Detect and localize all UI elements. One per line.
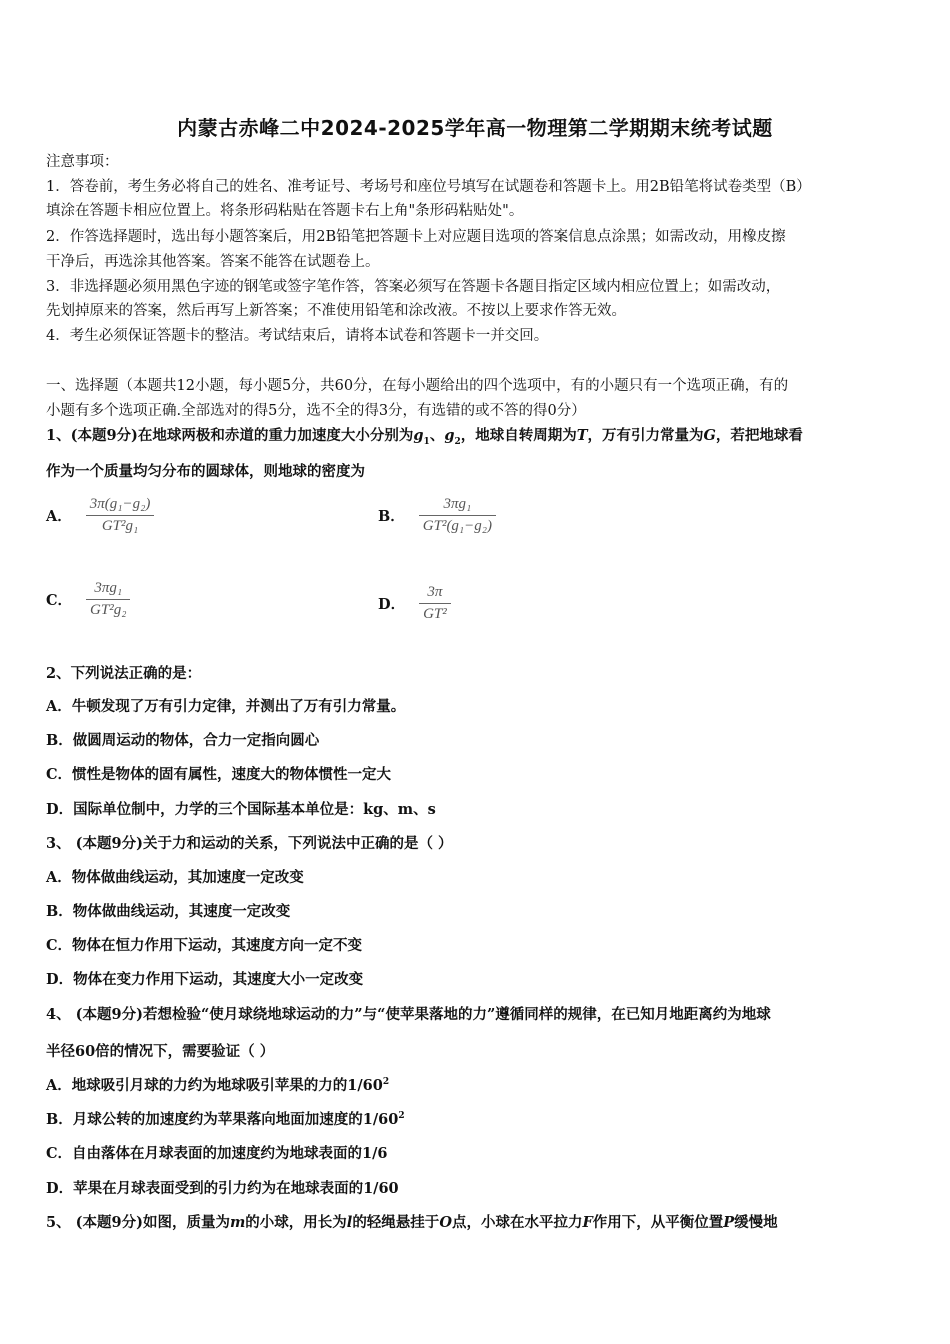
formula: $\frac{\text{3πg₁}}{\text{GT²(g₁−g₂)}}$ [419,496,496,535]
notice-line: 干净后，再选涂其他答案。答案不能答在试题卷上。 [46,254,380,270]
notice-heading: 注意事项： [46,154,119,170]
notice-line: 3．非选择题必须用黑色字迹的钢笔或签字笔作答，答案必须写在答题卡各题目指定区域内相应位置上；如需改动， [46,279,781,295]
question-1-stem-cont: 作为一个质量均匀分布的圆球体，则地球的密度为 [46,463,365,480]
question-4-option-c: C．自由落体在月球表面的加速度约为地球表面的1/6 [46,1145,388,1162]
question-1-option-a: A． $\frac{\text{3π(g₁−g₂)}}{\text{GT²g₁}}$ [46,496,154,535]
question-3-option-a: A．物体做曲线运动，其加速度一定改变 [46,869,304,886]
question-2-option-c: C．惯性是物体的固有属性，速度大的物体惯性一定大 [46,766,392,783]
question-2-option-d: D．国际单位制中，力学的三个国际基本单位是：kg、m、s [46,801,436,818]
notice-line: 先划掉原来的答案，然后再写上新答案；不准使用铅笔和涂改液。不按以上要求作答无效。 [46,303,626,319]
section-heading: 一、选择题（本题共12小题，每小题5分，共60分，在每小题给出的四个选项中，有的小题只有一个选项正确，有的 [46,378,789,394]
question-2-option-a: A．牛顿发现了万有引力定律，并测出了万有引力常量。 [46,698,406,715]
page-title: 内蒙古赤峰二中2024-2025学年高一物理第二学期期末统考试题 [177,116,773,140]
formula: $\frac{3\pi}{\text{GT²}}$ [419,584,451,623]
question-3-option-c: C．物体在恒力作用下运动，其速度方向一定不变 [46,937,363,954]
question-4-option-a: A．地球吸引月球的力约为地球吸引苹果的力的$1/60^2$ [46,1077,390,1094]
question-2-stem: 2、下列说法正确的是： [46,665,202,682]
question-4-option-d: D．苹果在月球表面受到的引力约为在地球表面的1/60 [46,1180,399,1197]
question-5-stem: 5、 (本题9分)如图，质量为m的小球，用长为l的轻绳悬挂于O点，小球在水平拉力F作用下，从平衡位置P缓慢地 [46,1214,778,1231]
question-4-stem: 4、 (本题9分)若想检验“使月球绕地球运动的力”与“使苹果落地的力”遵循同样的规律，在已知月地距离约为地球 [46,1006,771,1023]
section-heading-cont: 小题有多个选项正确.全部选对的得5分，选不全的得3分，有选错的或不答的得0分） [46,403,586,419]
question-1-option-d: D． $\frac{3\pi}{\text{GT²}}$ [378,584,451,623]
formula: $\frac{\text{3πg₁}}{\text{GT²g₂}}$ [86,580,130,619]
notice-line: 填涂在答题卡相应位置上。将条形码粘贴在答题卡右上角"条形码粘贴处"。 [46,203,524,219]
notice-line: 1．答卷前，考生务必将自己的姓名、准考证号、考场号和座位号填写在试题卷和答题卡上。用2B铅笔将试卷类型（B） [46,179,811,195]
question-1-option-c: C． $\frac{\text{3πg₁}}{\text{GT²g₂}}$ [46,580,130,619]
question-1-stem: 1、(本题9分)在地球两极和赤道的重力加速度大小分别为$g_1$、$g_2$，地球自转周期为T，万有引力常量为G，若把地球看 [46,427,803,447]
question-1-option-b: B． $\frac{\text{3πg₁}}{\text{GT²(g₁−g₂)}}$ [378,496,496,535]
question-4-stem-cont: 半径60倍的情况下，需要验证（ ） [46,1043,275,1060]
question-3-option-d: D．物体在变力作用下运动，其速度大小一定改变 [46,971,364,988]
question-3-option-b: B．物体做曲线运动，其速度一定改变 [46,903,291,920]
notice-line: 4．考生必须保证答题卡的整洁。考试结束后，请将本试卷和答题卡一并交回。 [46,328,549,344]
notice-line: 2．作答选择题时，选出每小题答案后，用2B铅笔把答题卡上对应题目选项的答案信息点涂黑；如需改动，用橡皮擦 [46,229,786,245]
question-3-stem: 3、 (本题9分)关于力和运动的关系，下列说法中正确的是（ ） [46,835,453,852]
question-2-option-b: B．做圆周运动的物体，合力一定指向圆心 [46,732,320,749]
formula: $\frac{\text{3π(g₁−g₂)}}{\text{GT²g₁}}$ [86,496,155,535]
question-4-option-b: B．月球公转的加速度约为苹果落向地面加速度的$1/60^2$ [46,1111,405,1128]
